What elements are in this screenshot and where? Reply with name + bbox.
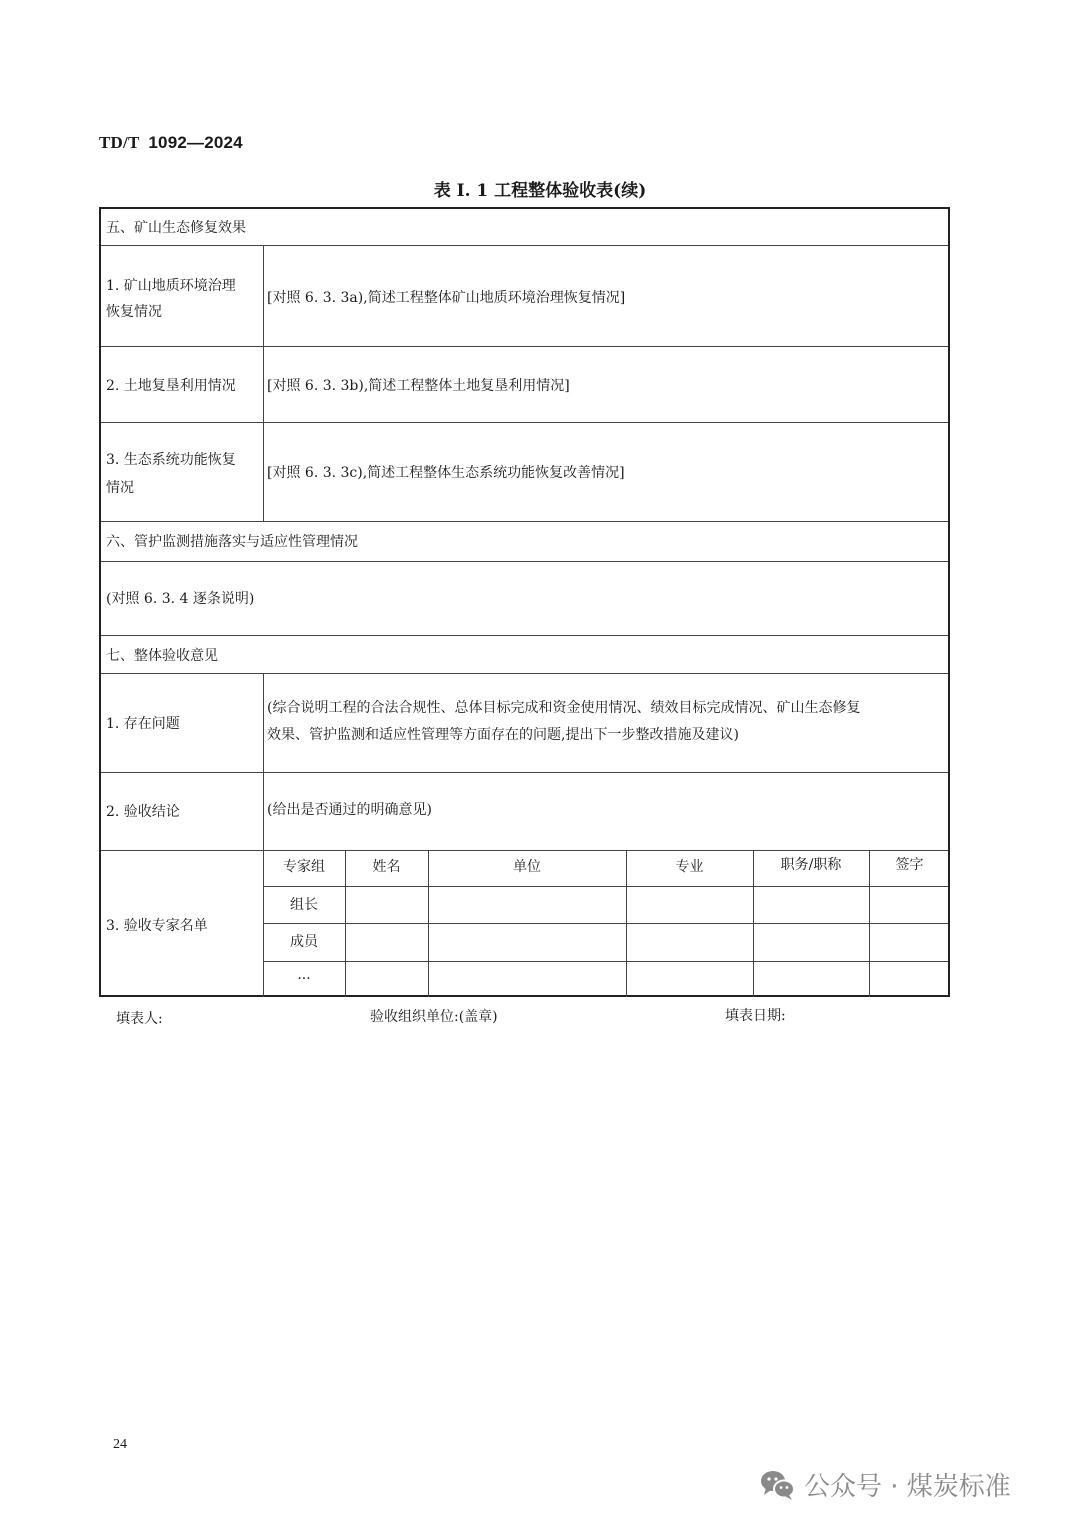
- standard-code-number: 1092—2024: [148, 133, 243, 152]
- standard-code: [99, 133, 243, 153]
- organizer-label: 验收组织单位:(盖章): [370, 1009, 498, 1025]
- watermark-text: 公众号 · 煤炭标准: [804, 1472, 1011, 1502]
- col-divider: [263, 422, 264, 521]
- date-label: 填表日期:: [725, 1008, 786, 1024]
- row-divider: [101, 673, 948, 674]
- acceptance-table: [99, 207, 950, 997]
- section5-title: 五、矿山生态修复效果: [106, 220, 246, 236]
- row-divider: [101, 635, 948, 636]
- wechat-icon: [760, 1469, 796, 1501]
- row-divider: [101, 245, 948, 246]
- col-divider: [263, 673, 264, 772]
- expert-row-divider: [263, 886, 948, 887]
- expert-header: 签字: [895, 857, 924, 873]
- page-number: 24: [113, 1437, 127, 1452]
- row-divider: [101, 561, 948, 562]
- section6-content: (对照 6. 3. 4 逐条说明): [106, 591, 255, 607]
- expert-role: ···: [297, 971, 311, 987]
- conclusion-label: 2. 验收结论: [106, 804, 180, 820]
- row-label: 1. 矿山地质环境治理: [106, 278, 236, 294]
- expert-header: 专业: [675, 859, 704, 875]
- row-label: 3. 生态系统功能恢复: [106, 452, 236, 468]
- problems-content: (综合说明工程的合法合规性、总体目标完成和资金使用情况、绩效目标完成情况、矿山生态修复: [267, 700, 861, 716]
- expert-role: 成员: [290, 934, 318, 950]
- standard-code-prefix: TD/T: [99, 133, 140, 152]
- expert-header: 职务/职称: [780, 857, 842, 873]
- expert-row-divider: [263, 961, 948, 962]
- expert-header: 单位: [513, 859, 541, 875]
- section6-title: 六、管护监测措施落实与适应性管理情况: [106, 534, 358, 550]
- row-divider: [101, 346, 948, 347]
- expert-role: 组长: [290, 897, 318, 913]
- row-label: 情况: [106, 480, 134, 496]
- row-divider: [101, 850, 948, 851]
- experts-label: 3. 验收专家名单: [106, 918, 208, 934]
- row-content: [对照 6. 3. 3a),简述工程整体矿山地质环境治理恢复情况]: [267, 290, 626, 306]
- table-title: 表 I. 1 工程整体验收表(续): [433, 181, 647, 201]
- col-divider: [263, 245, 264, 346]
- row-divider: [101, 521, 948, 522]
- watermark: [760, 1466, 1011, 1503]
- row-divider: [101, 422, 948, 423]
- row-divider: [101, 772, 948, 773]
- section7-title: 七、整体验收意见: [106, 648, 218, 664]
- row-content: [对照 6. 3. 3b),简述工程整体土地复垦利用情况]: [267, 378, 570, 394]
- conclusion-content: (给出是否通过的明确意见): [267, 802, 432, 818]
- filler-label: 填表人:: [116, 1011, 163, 1027]
- problems-label: 1. 存在问题: [106, 716, 180, 732]
- col-divider: [263, 346, 264, 422]
- row-label: 2. 土地复垦利用情况: [106, 378, 236, 394]
- expert-header: 姓名: [372, 859, 401, 875]
- row-content: [对照 6. 3. 3c),简述工程整体生态系统功能恢复改善情况]: [267, 465, 625, 481]
- row-label: 恢复情况: [106, 304, 162, 320]
- expert-row-divider: [263, 923, 948, 924]
- expert-header: 专家组: [283, 859, 325, 875]
- col-divider: [263, 772, 264, 850]
- problems-content: 效果、管护监测和适应性管理等方面存在的问题,提出下一步整改措施及建议): [267, 727, 739, 743]
